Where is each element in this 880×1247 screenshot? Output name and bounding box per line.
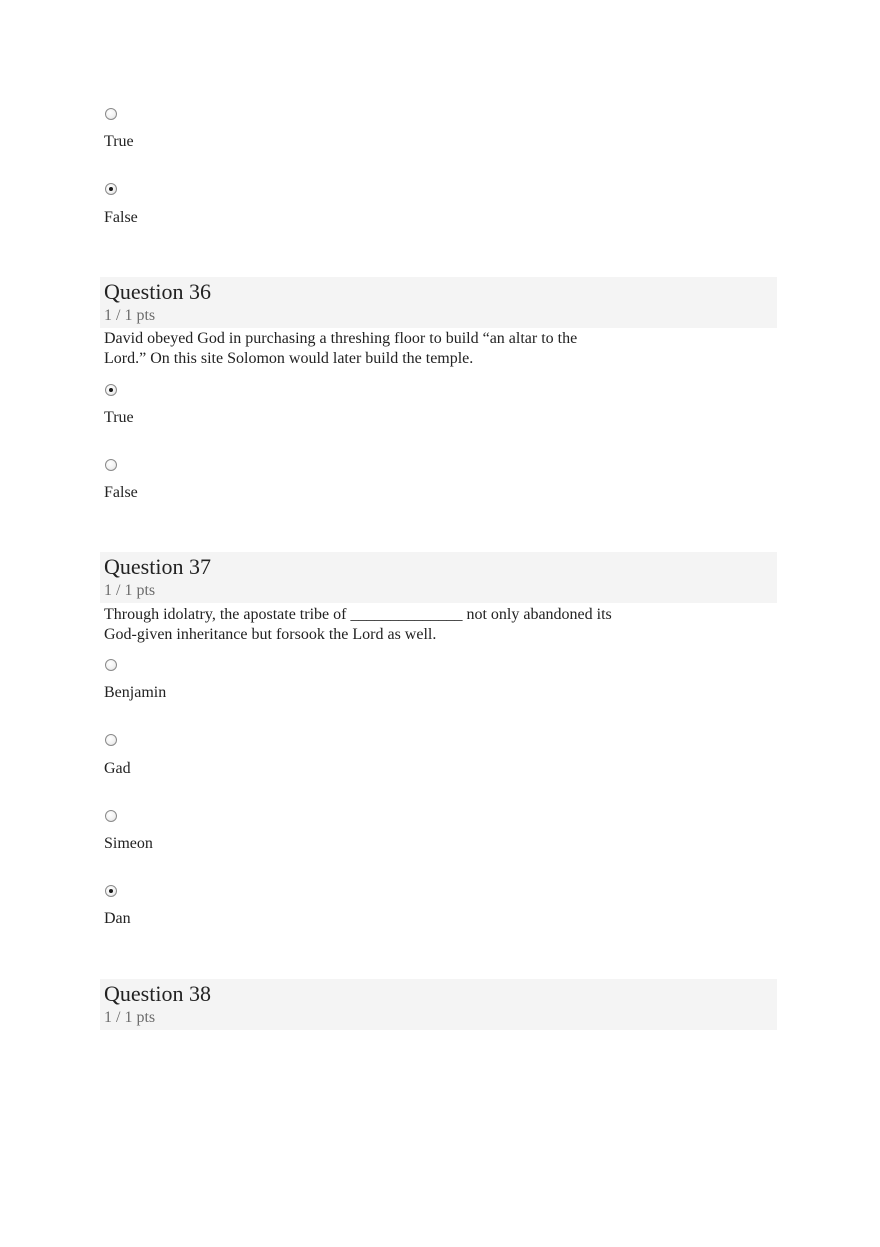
question-text-line: God-given inheritance but forsook the Lord as well. <box>104 626 437 643</box>
question-points: 1 / 1 pts <box>104 1009 156 1026</box>
question-title: Question 36 <box>104 279 211 304</box>
radio-option-gad[interactable] <box>105 734 117 746</box>
question-title: Question 38 <box>104 981 211 1006</box>
radio-option-false[interactable] <box>105 459 117 471</box>
option-label: Gad <box>104 760 131 777</box>
question-title: Question 37 <box>104 554 211 579</box>
option-label: True <box>104 409 134 426</box>
question-header <box>100 277 777 328</box>
option-label: True <box>104 133 134 150</box>
question-points: 1 / 1 pts <box>104 307 156 324</box>
question-text-line: Lord.” On this site Solomon would later build the temple. <box>104 350 474 367</box>
option-label: False <box>104 209 138 226</box>
question-text-line: Through idolatry, the apostate tribe of ______________ not only abandoned its <box>104 606 612 623</box>
radio-option-dan[interactable] <box>105 885 117 897</box>
option-label: Benjamin <box>104 684 167 701</box>
option-label: Dan <box>104 910 131 927</box>
radio-option-true[interactable] <box>105 384 117 396</box>
question-text-line: David obeyed God in purchasing a threshing floor to build “an altar to the <box>104 330 578 347</box>
radio-option-simeon[interactable] <box>105 810 117 822</box>
question-points: 1 / 1 pts <box>104 582 156 599</box>
option-label: Simeon <box>104 835 153 852</box>
question-header <box>100 552 777 603</box>
question-header <box>100 979 777 1030</box>
radio-option-false[interactable] <box>105 183 117 195</box>
radio-option-benjamin[interactable] <box>105 659 117 671</box>
radio-option-true[interactable] <box>105 108 117 120</box>
option-label: False <box>104 484 138 501</box>
